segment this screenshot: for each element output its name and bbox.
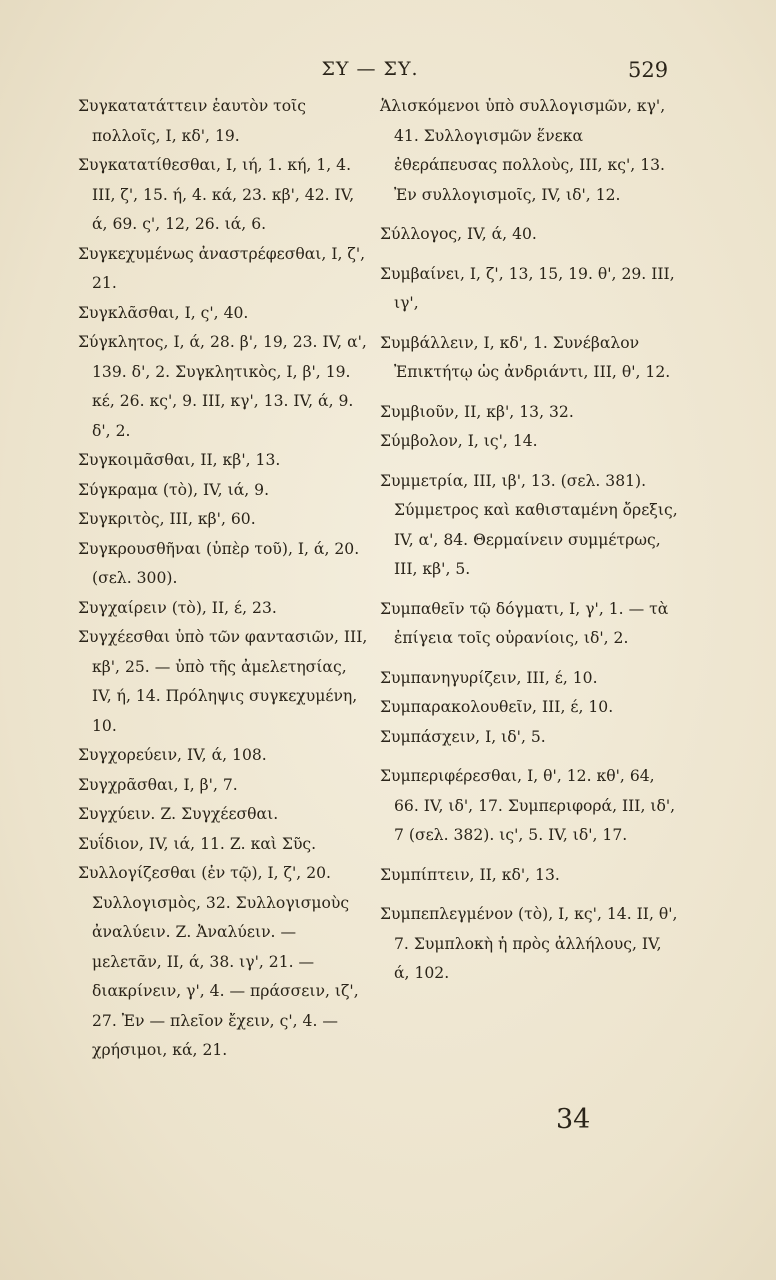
index-column-left (78, 92, 368, 1066)
index-entry: Συμβαίνει, I, ζ', 13, 15, 19. θ', 29. III, ιγ', (380, 264, 675, 312)
index-entry: Συγκατατάττειν ἑαυτὸν τοῖς πολλοῖς, I, κδ', 19. (78, 97, 306, 145)
index-entry: Συγκεχυμένως ἀναστρέφεσθαι, I, ζ', 21. (78, 244, 366, 292)
index-entry: Συλλογίζεσθαι (ἐν τῷ), I, ζ', 20. Συλλογισμὸς, 32. Συλλογισμοὺς ἀναλύειν. Ζ. Ἀναλύειν. — μελετᾶν, II, ά, 38. ιγ', 21. — διακρίνειν, γ', 4. — πράσσειν, ιζ', 27. Ἐν — πλεῖον ἔχειν, ς', 4. — χρήσιμοι, κά, 21. (78, 864, 359, 1059)
index-entry: Συγκοιμᾶσθαι, II, κβ', 13. (78, 451, 281, 469)
index-entry: Συγχύειν. Ζ. Συγχέεσθαι. (78, 805, 279, 823)
index-entry: Συγχαίρειν (τὸ), II, έ, 23. (78, 598, 277, 617)
index-entry: Συμπάσχειν, I, ιδ', 5. (380, 727, 546, 746)
index-entry: Συμπαρακολουθεῖν, III, έ, 10. (380, 698, 614, 716)
page-number: 529 (628, 58, 669, 82)
page-header (0, 58, 776, 88)
index-entry: Συγκλᾶσθαι, I, ς', 40. (78, 303, 249, 322)
index-entry: Σύλλογος, IV, ά, 40. (380, 225, 537, 243)
running-head: ΣΥ — ΣΥ. (321, 58, 419, 80)
index-entry: Συγκρουσθῆναι (ὑπὲρ τοῦ), I, ά, 20. (σελ. 300). (78, 539, 360, 587)
index-entry: Σύμβολον, I, ις', 14. (380, 432, 538, 450)
index-entry: Συμμετρία, III, ιβ', 13. (σελ. 381). Σύμμετρος καὶ καθισταμένη ὄρεξις, IV, α', 84. Θερμαίνειν συμμέτρως, III, κβ', 5. (380, 471, 678, 578)
index-entry: Συΐδιον, IV, ιά, 11. Ζ. καὶ Σῦς. (78, 834, 317, 853)
index-entry: Συμπανηγυρίζειν, III, έ, 10. (380, 668, 598, 687)
index-entry: Σύγκραμα (τὸ), IV, ιά, 9. (78, 480, 270, 499)
index-column-right (380, 92, 680, 989)
index-entry: Ἁλισκόμενοι ὑπὸ συλλογισμῶν, κγ', 41. Συλλογισμῶν ἕνεκα ἐθεράπευσας πολλοὺς, III, κς', 13. Ἐν συλλογισμοῖς, IV, ιδ', 12. (380, 97, 666, 204)
index-entry: Συμπεριφέρεσθαι, I, θ', 12. κθ', 64, 66. IV, ιδ', 17. Συμπεριφορά, III, ιδ', 7 (σελ. 382). ις', 5. IV, ιδ', 17. (380, 767, 676, 844)
index-entry: Συγχέεσθαι ὑπὸ τῶν φαντασιῶν, III, κβ', 25. — ὑπὸ τῆς ἀμελετησίας, IV, ή, 14. Πρόληψις συγκεχυμένη, 10. (78, 628, 368, 735)
index-entry: Σύγκλητος, I, ά, 28. β', 19, 23. IV, α', 139. δ', 2. Συγκλητικὸς, I, β', 19. κέ, 26. κς', 9. III, κγ', 13. IV, ά, 9. δ', 2. (78, 333, 367, 440)
index-entry: Συγκριτὸς, III, κβ', 60. (78, 510, 256, 528)
index-entry: Συγχρᾶσθαι, I, β', 7. (78, 775, 238, 794)
signature-mark: 34 (556, 1104, 591, 1135)
index-entry: Συγχορεύειν, IV, ά, 108. (78, 746, 267, 764)
index-entry: Συμπίπτειν, II, κδ', 13. (380, 865, 560, 884)
index-entry: Συγκατατίθεσθαι, I, ιή, 1. κή, 1, 4. III, ζ', 15. ή, 4. κά, 23. κβ', 42. IV, ά, 69. ς', 12, 26. ιά, 6. (78, 156, 355, 233)
index-entry: Συμπεπλεγμένον (τὸ), I, κς', 14. II, θ', 7. Συμπλοκὴ ἡ πρὸς ἀλλήλους, IV, ά, 102. (380, 905, 678, 982)
index-entry: Συμπαθεῖν τῷ δόγματι, I, γ', 1. — τὰ ἐπίγεια τοῖς οὐρανίοις, ιδ', 2. (380, 599, 669, 647)
index-entry: Συμβάλλειν, I, κδ', 1. Συνέβαλον Ἐπικτήτῳ ὡς ἀνδριάντι, III, θ', 12. (380, 333, 671, 381)
index-entry: Συμβιοῦν, II, κβ', 13, 32. (380, 402, 574, 421)
